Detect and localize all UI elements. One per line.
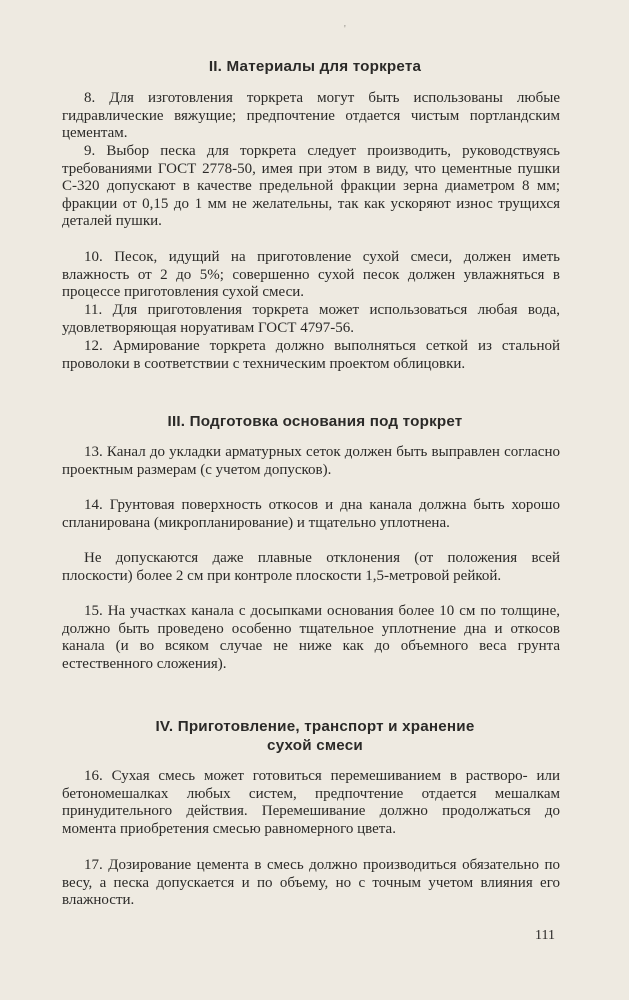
paragraph-16: 16. Сухая смесь может готовиться перемешиванием в растворо- или бетономешалках любых систем, предпочтение отдается мешалкам принудительного действия. Перемешивание должно продолжаться до момента приобретения смесью равномерного цвета. (62, 768, 560, 837)
section-heading-foundation: III. Подготовка основания под торкрет (167, 413, 463, 430)
page-number: 111 (535, 928, 555, 943)
paragraph-10: 10. Песок, идущий на приготовление сухой смеси, должен иметь влажность от 2 до 5%; совершенно сухой песок должен увлажняться в процессе приготовления сухой смеси. (62, 249, 560, 301)
paragraph-14-note: Не допускаются даже плавные отклонения (от положения всей плоскости) более 2 см при контроле плоскости 1,5-метровой рейкой. (62, 550, 560, 584)
paragraph-11: 11. Для приготовления торкрета может использоваться любая вода, удовлетворяющая норуативам ГОСТ 4797-56. (62, 302, 560, 336)
paragraph-12: 12. Армирование торкрета должно выполняться сеткой из стальной проволоки в соответствии с техническим проектом облицовки. (62, 338, 560, 372)
top-mark: ' (344, 24, 346, 35)
paragraph-17: 17. Дозирование цемента в смесь должно производиться обязательно по весу, а песка допускается и по объему, но с точным учетом влияния его влажности. (62, 857, 560, 909)
paragraph-9: 9. Выбор песка для торкрета следует производить, руководствуясь требованиями ГОСТ 2778-50, имея при этом в виду, что цементные пушки С-320 допускают в качестве предельной фракции зерна диаметром 8 мм; фракции от 0,15 до 1 мм не желательны, так как ускоряют износ трущихся деталей пушки. (62, 143, 560, 230)
paragraph-15: 15. На участках канала с досыпками основания более 10 см по толщине, должно быть проведено особенно тщательное уплотнение дна и откосов канала (и во всяком случае не ниже как до объемного веса грунта естественного сложения). (62, 603, 560, 672)
section-heading-materials: II. Материалы для торкрета (208, 58, 422, 75)
paragraph-13: 13. Канал до укладки арматурных сеток должен быть выправлен согласно проектным размерам (с учетом допусков). (62, 444, 560, 478)
paragraph-14: 14. Грунтовая поверхность откосов и дна канала должна быть хорошо спланирована (микропланирование) и тщательно уплотнена. (62, 497, 560, 531)
paragraph-8: 8. Для изготовления торкрета могут быть использованы любые гидравлические вяжущие; предпочтение отдается чистым портландским цементам. (62, 90, 560, 142)
section-heading-preparation-line2: сухой смеси (267, 737, 363, 754)
section-heading-preparation: IV. Приготовление, транспорт и хранение (155, 718, 475, 735)
